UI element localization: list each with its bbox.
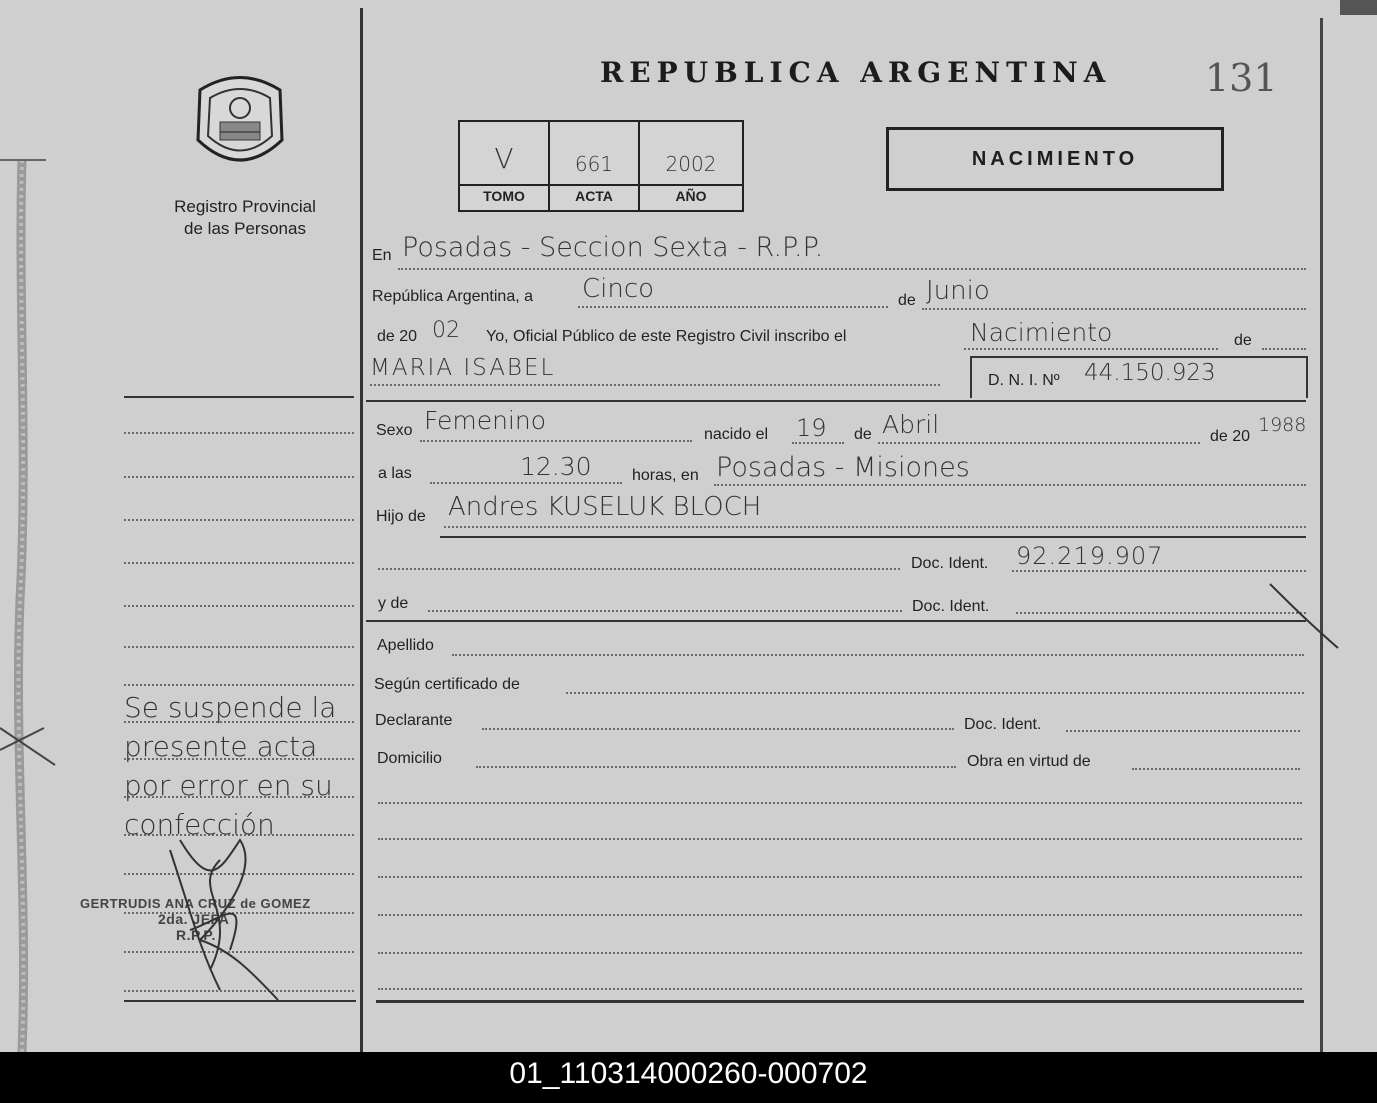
en-label: En xyxy=(372,247,392,264)
margin-rule-solid xyxy=(124,396,354,398)
margin-rule xyxy=(124,646,354,648)
form-rule xyxy=(428,610,902,612)
acta-value: 661 xyxy=(574,152,614,176)
margin-note xyxy=(124,688,336,844)
lugar-value: Posadas - Misiones xyxy=(716,452,970,483)
ano-label: AÑO xyxy=(675,188,707,204)
name-value: MARIA ISABEL xyxy=(370,355,556,381)
inscribo-value: Nacimiento xyxy=(970,318,1113,347)
margin-note-line: confección xyxy=(124,808,275,841)
dni-value: 44.150.923 xyxy=(1084,360,1216,386)
alas-label: a las xyxy=(378,465,412,482)
ano-value: 2002 xyxy=(665,152,717,176)
padre-doc: 92.219.907 xyxy=(1016,542,1164,570)
form-rule xyxy=(378,876,1302,878)
stamp-line: GERTRUDIS ANA CRUZ de GOMEZ xyxy=(80,896,311,911)
tomo-value: V xyxy=(494,142,514,175)
margin-rule xyxy=(124,519,354,521)
section-rule xyxy=(366,400,1306,402)
form-rule xyxy=(476,766,956,768)
form-rule xyxy=(1012,570,1306,572)
form-rule xyxy=(482,728,954,730)
form-rule xyxy=(398,268,1306,270)
page-title: REPUBLICA ARGENTINA xyxy=(600,56,1112,89)
form-rule xyxy=(378,568,900,570)
registry-name xyxy=(130,196,360,240)
dni-label: D. N. I. Nº xyxy=(988,372,1060,389)
de-label2: de xyxy=(1234,332,1252,349)
section-rule xyxy=(376,1000,1304,1003)
doc-ident-label3: Doc. Ident. xyxy=(964,716,1042,733)
sexo-value: Femenino xyxy=(424,406,547,435)
form-rule xyxy=(1066,730,1300,732)
horas-label: horas, en xyxy=(632,467,699,484)
margin-rule xyxy=(124,684,354,686)
day-value: Cinco xyxy=(582,274,655,304)
form-rule xyxy=(378,952,1302,954)
year-label: de 20 xyxy=(377,328,418,345)
de20-label: de 20 xyxy=(1210,428,1251,445)
record-box xyxy=(458,120,744,212)
nacido-label: nacido el xyxy=(704,426,769,443)
doc-ident-label: Doc. Ident. xyxy=(911,555,989,572)
form-rule xyxy=(444,526,1306,528)
stamp-line: R.P.P. xyxy=(176,927,216,943)
nacido-year: 1988 xyxy=(1258,414,1307,436)
form-rule xyxy=(964,348,1218,350)
form-rule xyxy=(578,306,888,308)
republica-label: República Argentina, a xyxy=(372,288,533,305)
acta-label: ACTA xyxy=(575,188,613,204)
cancel-stroke-mark xyxy=(1268,582,1342,652)
form-rule xyxy=(792,442,844,444)
margin-rule xyxy=(124,562,354,564)
form-rule xyxy=(566,692,1304,694)
signature-scribble xyxy=(160,830,290,1010)
yo-text: Yo, Oficial Público de este Registro Civil inscribo el xyxy=(486,328,847,345)
form-rule xyxy=(452,654,1304,656)
apellido-label: Apellido xyxy=(377,637,434,654)
section-rule xyxy=(366,620,1306,622)
declarante-label: Declarante xyxy=(375,712,453,729)
hora-value: 12.30 xyxy=(520,452,592,481)
padre-value: Andres KUSELUK BLOCH xyxy=(448,492,762,522)
segun-label: Según certificado de xyxy=(374,676,520,693)
doc-ident-label2: Doc. Ident. xyxy=(912,598,990,615)
form-rule xyxy=(370,384,940,386)
form-rule xyxy=(1262,348,1306,350)
registry-seal-icon xyxy=(190,70,290,176)
hijo-label: Hijo de xyxy=(376,508,426,525)
form-rule xyxy=(922,308,1306,310)
margin-note-line: presente acta xyxy=(124,730,318,763)
form-rule xyxy=(878,442,1200,444)
margin-rule xyxy=(124,476,354,478)
registry-line1: Registro Provincial xyxy=(174,197,316,216)
record-type-label: NACIMIENTO xyxy=(886,127,1224,191)
form-rule xyxy=(420,440,692,442)
scan-id-caption: 01_110314000260-000702 xyxy=(0,1052,1377,1103)
margin-rule xyxy=(124,432,354,434)
scan-corner xyxy=(1340,0,1377,15)
nacido-month: Abril xyxy=(882,410,940,439)
page-number: 131 xyxy=(1205,56,1278,100)
registry-line2: de las Personas xyxy=(184,219,306,238)
tomo-label: TOMO xyxy=(483,188,525,204)
form-rule xyxy=(378,988,1302,990)
margin-note-line: por error en su xyxy=(124,769,333,802)
de-label: de xyxy=(898,292,916,309)
form-rule xyxy=(430,482,622,484)
de-label3: de xyxy=(854,426,872,443)
year-value: 02 xyxy=(432,318,460,343)
month-value: Junio xyxy=(926,276,990,306)
sexo-label: Sexo xyxy=(376,422,413,439)
en-value: Posadas - Seccion Sexta - R.P.P. xyxy=(402,232,824,263)
right-border xyxy=(1320,18,1323,1052)
binding-thread xyxy=(0,0,60,1052)
form-rule xyxy=(378,838,1302,840)
margin-note-line: Se suspende la xyxy=(124,691,337,724)
margin-rule xyxy=(124,605,354,607)
column-divider xyxy=(360,8,363,1052)
form-rule xyxy=(1132,768,1300,770)
obra-label: Obra en virtud de xyxy=(967,753,1091,770)
form-rule xyxy=(1016,612,1306,614)
form-rule xyxy=(378,802,1302,804)
section-rule xyxy=(440,536,1306,538)
form-rule xyxy=(714,484,1306,486)
nacido-day: 19 xyxy=(796,414,827,442)
dni-box xyxy=(970,356,1308,398)
form-rule xyxy=(378,914,1302,916)
yde-label: y de xyxy=(378,595,409,612)
domicilio-label: Domicilio xyxy=(377,750,442,767)
stamp-line: 2da. JEFA xyxy=(158,911,230,927)
